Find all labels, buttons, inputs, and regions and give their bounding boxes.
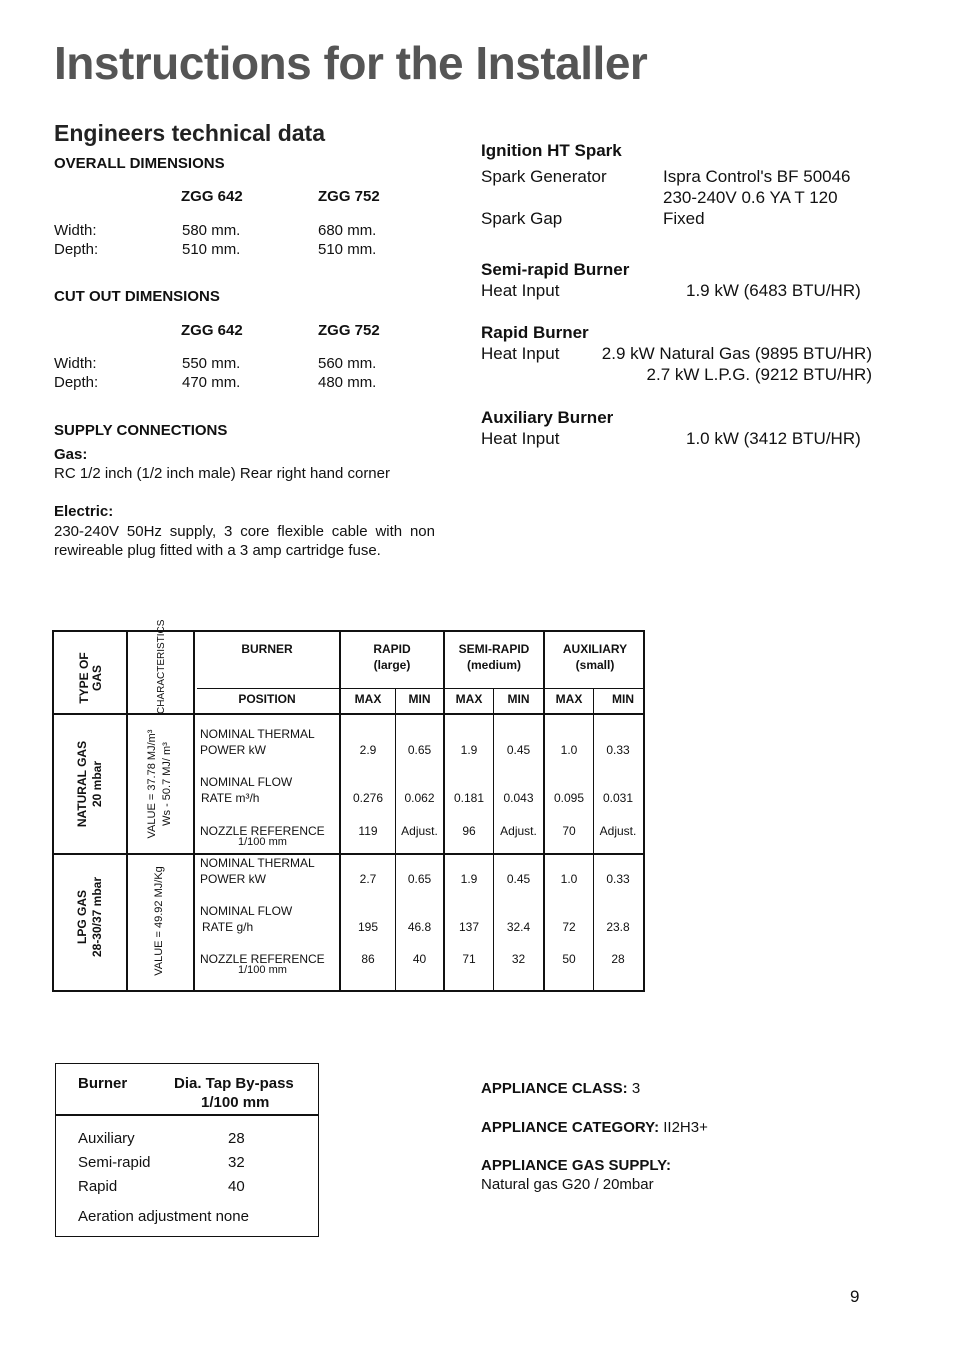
bypass-note: Aeration adjustment none <box>78 1208 249 1225</box>
rapid-value-lpg: 2.7 kW L.P.G. (9212 BTU/HR) <box>646 365 872 384</box>
overall-width-752: 680 mm. <box>318 222 377 239</box>
lpg-nozzle-value: 50 <box>562 952 576 966</box>
auxiliary-label: Heat Input <box>481 429 560 448</box>
appliance-class-value: 3 <box>631 1080 641 1097</box>
natural-gas-name: NATURAL GAS <box>75 740 89 828</box>
bypass-burner-header: Burner <box>78 1075 128 1092</box>
lpg-flow-value: 46.8 <box>407 920 432 934</box>
auxiliary-subheader: (small) <box>575 658 615 672</box>
burner-data-table <box>52 619 645 992</box>
rapid-heading: Rapid Burner <box>481 323 589 342</box>
lpg-flow-value: 32.4 <box>506 920 531 934</box>
table-divider <box>54 713 643 715</box>
lpg-thermal-value: 1.0 <box>560 872 578 886</box>
cutout-width-642: 550 mm. <box>182 355 241 372</box>
semi-min-header: MIN <box>507 692 530 706</box>
rapid-subheader: (large) <box>373 658 411 672</box>
page-number: 9 <box>850 1287 860 1306</box>
spark-generator-value: Ispra Control's BF 50046 <box>663 167 851 186</box>
ng-flow-label-2: RATE m³/h <box>201 791 260 805</box>
lpg-thermal-label-2: POWER kW <box>200 872 266 886</box>
overall-depth-label: Depth: <box>54 241 99 258</box>
ignition-heading: Ignition HT Spark <box>481 141 622 160</box>
appliance-category-value: II2H3+ <box>663 1119 708 1136</box>
electric-text-line2: rewireable plug fitted with a 3 amp cartridge fuse. <box>54 542 381 559</box>
rapid-value-ng: 2.9 kW Natural Gas (9895 BTU/HR) <box>601 344 872 363</box>
lpg-nozzle-label-1: NOZZLE REFERENCE <box>200 952 325 966</box>
aux-max-header: MAX <box>555 692 583 706</box>
semi-max-header: MAX <box>455 692 483 706</box>
lpg-thermal-value: 1.9 <box>460 872 478 886</box>
ng-thermal-label-2: POWER kW <box>200 743 266 757</box>
ng-thermal-value: 0.33 <box>606 743 630 757</box>
table-divider <box>493 689 494 990</box>
lpg-gas-value: VALUE = 49.92 MJ/Kg <box>153 866 165 976</box>
ng-thermal-value: 0.65 <box>407 743 432 757</box>
appliance-class-label: APPLIANCE CLASS: <box>481 1080 628 1097</box>
bypass-row-name: Semi-rapid <box>78 1154 151 1171</box>
auxiliary-value: 1.0 kW (3412 BTU/HR) <box>686 429 861 448</box>
bypass-divider <box>56 1114 318 1116</box>
lpg-nozzle-value: 40 <box>412 952 427 966</box>
ng-flow-value: 0.062 <box>404 791 435 805</box>
bypass-table <box>55 1063 319 1237</box>
semi-rapid-value: 1.9 kW (6483 BTU/HR) <box>686 281 861 300</box>
appliance-category-label: APPLIANCE CATEGORY: <box>481 1119 660 1136</box>
overall-width-label: Width: <box>54 222 97 239</box>
lpg-gas-pressure: 28-30/37 mbar <box>90 876 104 958</box>
appliance-gas-supply-label: APPLIANCE GAS SUPPLY: <box>481 1157 672 1174</box>
overall-col-642: ZGG 642 <box>181 188 243 205</box>
ng-flow-value: 0.031 <box>602 791 634 805</box>
type-of-gas-header: TYPE OF GAS <box>77 652 104 704</box>
position-header: POSITION <box>238 692 296 706</box>
lpg-flow-value: 23.8 <box>606 920 630 934</box>
bypass-row-value: 40 <box>228 1178 245 1195</box>
bypass-dia-header: Dia. Tap By-pass <box>174 1075 294 1092</box>
lpg-flow-value: 195 <box>357 920 379 934</box>
spark-gap-label: Spark Gap <box>481 209 563 228</box>
electric-label: Electric: <box>54 503 114 520</box>
rapid-max-header: MAX <box>354 692 382 706</box>
lpg-nozzle-value: 32 <box>511 952 526 966</box>
burner-header: BURNER <box>241 642 293 656</box>
lpg-thermal-label-1: NOMINAL THERMAL <box>200 856 315 870</box>
table-divider <box>443 632 445 990</box>
auxiliary-heading: Auxiliary Burner <box>481 408 614 427</box>
natural-gas-label <box>75 714 105 854</box>
lpg-nozzle-value: 71 <box>462 952 476 966</box>
table-divider <box>197 688 643 689</box>
overall-depth-642: 510 mm. <box>182 241 241 258</box>
semi-rapid-label: Heat Input <box>481 281 560 300</box>
cutout-width-label: Width: <box>54 355 97 372</box>
ng-thermal-value: 1.0 <box>560 743 578 757</box>
spark-generator-label: Spark Generator <box>481 167 607 186</box>
table-divider <box>593 689 594 990</box>
cutout-width-752: 560 mm. <box>318 355 377 372</box>
bypass-row-name: Rapid <box>78 1178 118 1195</box>
ng-flow-value: 0.095 <box>553 791 585 805</box>
spark-gap-value: Fixed <box>663 209 705 228</box>
table-divider <box>193 632 195 990</box>
table-divider <box>126 632 128 990</box>
ng-thermal-label-1: NOMINAL THERMAL <box>200 727 315 741</box>
lpg-gas-name: LPG GAS <box>75 890 89 945</box>
ng-flow-value: 0.043 <box>503 791 534 805</box>
lpg-gas-label <box>75 851 105 983</box>
section-title: Engineers technical data <box>54 120 325 146</box>
table-divider <box>543 632 545 990</box>
natural-gas-value-line2: Ws - 50.7 MJ/ m³ <box>161 742 173 826</box>
lpg-nozzle-label-2: 1/100 mm <box>238 964 287 976</box>
overall-col-752: ZGG 752 <box>318 188 380 205</box>
ng-flow-value: 0.276 <box>352 791 384 805</box>
ng-flow-value: 0.181 <box>453 791 485 805</box>
ng-nozzle-label-2: 1/100 mm <box>238 836 287 848</box>
cutout-depth-label: Depth: <box>54 374 99 391</box>
semi-rapid-subheader: (medium) <box>467 658 521 672</box>
table-divider <box>54 853 643 855</box>
natural-gas-pressure: 20 mbar <box>90 760 104 808</box>
lpg-thermal-value: 0.33 <box>606 872 630 886</box>
gas-text: RC 1/2 inch (1/2 inch male) Rear right hand corner <box>54 465 390 482</box>
appliance-gas-supply-value: Natural gas G20 / 20mbar <box>481 1176 654 1193</box>
lpg-thermal-value: 0.45 <box>506 872 531 886</box>
bypass-row-name: Auxiliary <box>78 1130 135 1147</box>
cutout-col-752: ZGG 752 <box>318 322 380 339</box>
ng-thermal-value: 0.45 <box>506 743 531 757</box>
bypass-unit-header: 1/100 mm <box>201 1094 270 1111</box>
electric-text-line1: 230-240V 50Hz supply, 3 core flexible cable with non <box>54 523 435 540</box>
bypass-row-value: 32 <box>228 1154 245 1171</box>
ng-nozzle-value: Adjust. <box>401 824 438 838</box>
appliance-class <box>481 1080 640 1097</box>
ng-nozzle-value: 70 <box>562 824 576 838</box>
aux-min-header: MIN <box>612 692 634 706</box>
natural-gas-value <box>145 717 175 851</box>
lpg-flow-value: 72 <box>562 920 576 934</box>
lpg-nozzle-value: 28 <box>611 952 625 966</box>
lpg-thermal-value: 0.65 <box>407 872 432 886</box>
natural-gas-value-line1: VALUE = 37.78 MJ/m³ <box>146 729 158 839</box>
lpg-thermal-value: 2.7 <box>359 872 377 886</box>
ng-nozzle-value: Adjust. <box>500 824 537 838</box>
supply-heading: SUPPLY CONNECTIONS <box>54 422 228 439</box>
lpg-flow-value: 137 <box>458 920 480 934</box>
lpg-flow-label-2: RATE g/h <box>202 920 254 934</box>
cutout-depth-752: 480 mm. <box>318 374 377 391</box>
bypass-row-value: 28 <box>228 1130 245 1147</box>
appliance-category <box>481 1119 708 1136</box>
cutout-col-642: ZGG 642 <box>181 322 243 339</box>
table-divider <box>395 689 396 990</box>
overall-dimensions-heading: OVERALL DIMENSIONS <box>54 155 225 172</box>
lpg-flow-label-1: NOMINAL FLOW <box>200 904 293 918</box>
ng-nozzle-value: Adjust. <box>599 824 637 838</box>
ng-flow-label-1: NOMINAL FLOW <box>200 775 293 789</box>
ng-nozzle-value: 119 <box>358 824 378 838</box>
table-divider <box>339 632 341 990</box>
page-title: Instructions for the Installer <box>54 37 648 89</box>
spark-generator-spec: 230-240V 0.6 YA T 120 <box>663 188 838 207</box>
ng-thermal-value: 2.9 <box>359 743 377 757</box>
cutout-depth-642: 470 mm. <box>182 374 241 391</box>
lpg-nozzle-value: 86 <box>361 952 375 966</box>
rapid-header: RAPID <box>373 642 411 656</box>
cutout-dimensions-heading: CUT OUT DIMENSIONS <box>54 288 220 305</box>
semi-rapid-heading: Semi-rapid Burner <box>481 260 630 279</box>
ng-nozzle-value: 96 <box>462 824 476 838</box>
characteristics-header: CHARACTERISTICS <box>156 619 167 714</box>
ng-nozzle-label-1: NOZZLE REFERENCE <box>200 824 325 838</box>
ng-thermal-value: 1.9 <box>460 743 478 757</box>
semi-rapid-header: SEMI-RAPID <box>458 642 530 656</box>
rapid-label: Heat Input <box>481 344 560 363</box>
rapid-min-header: MIN <box>408 692 431 706</box>
overall-width-642: 580 mm. <box>182 222 241 239</box>
gas-label: Gas: <box>54 446 88 463</box>
auxiliary-header: AUXILIARY <box>562 642 628 656</box>
overall-depth-752: 510 mm. <box>318 241 377 258</box>
